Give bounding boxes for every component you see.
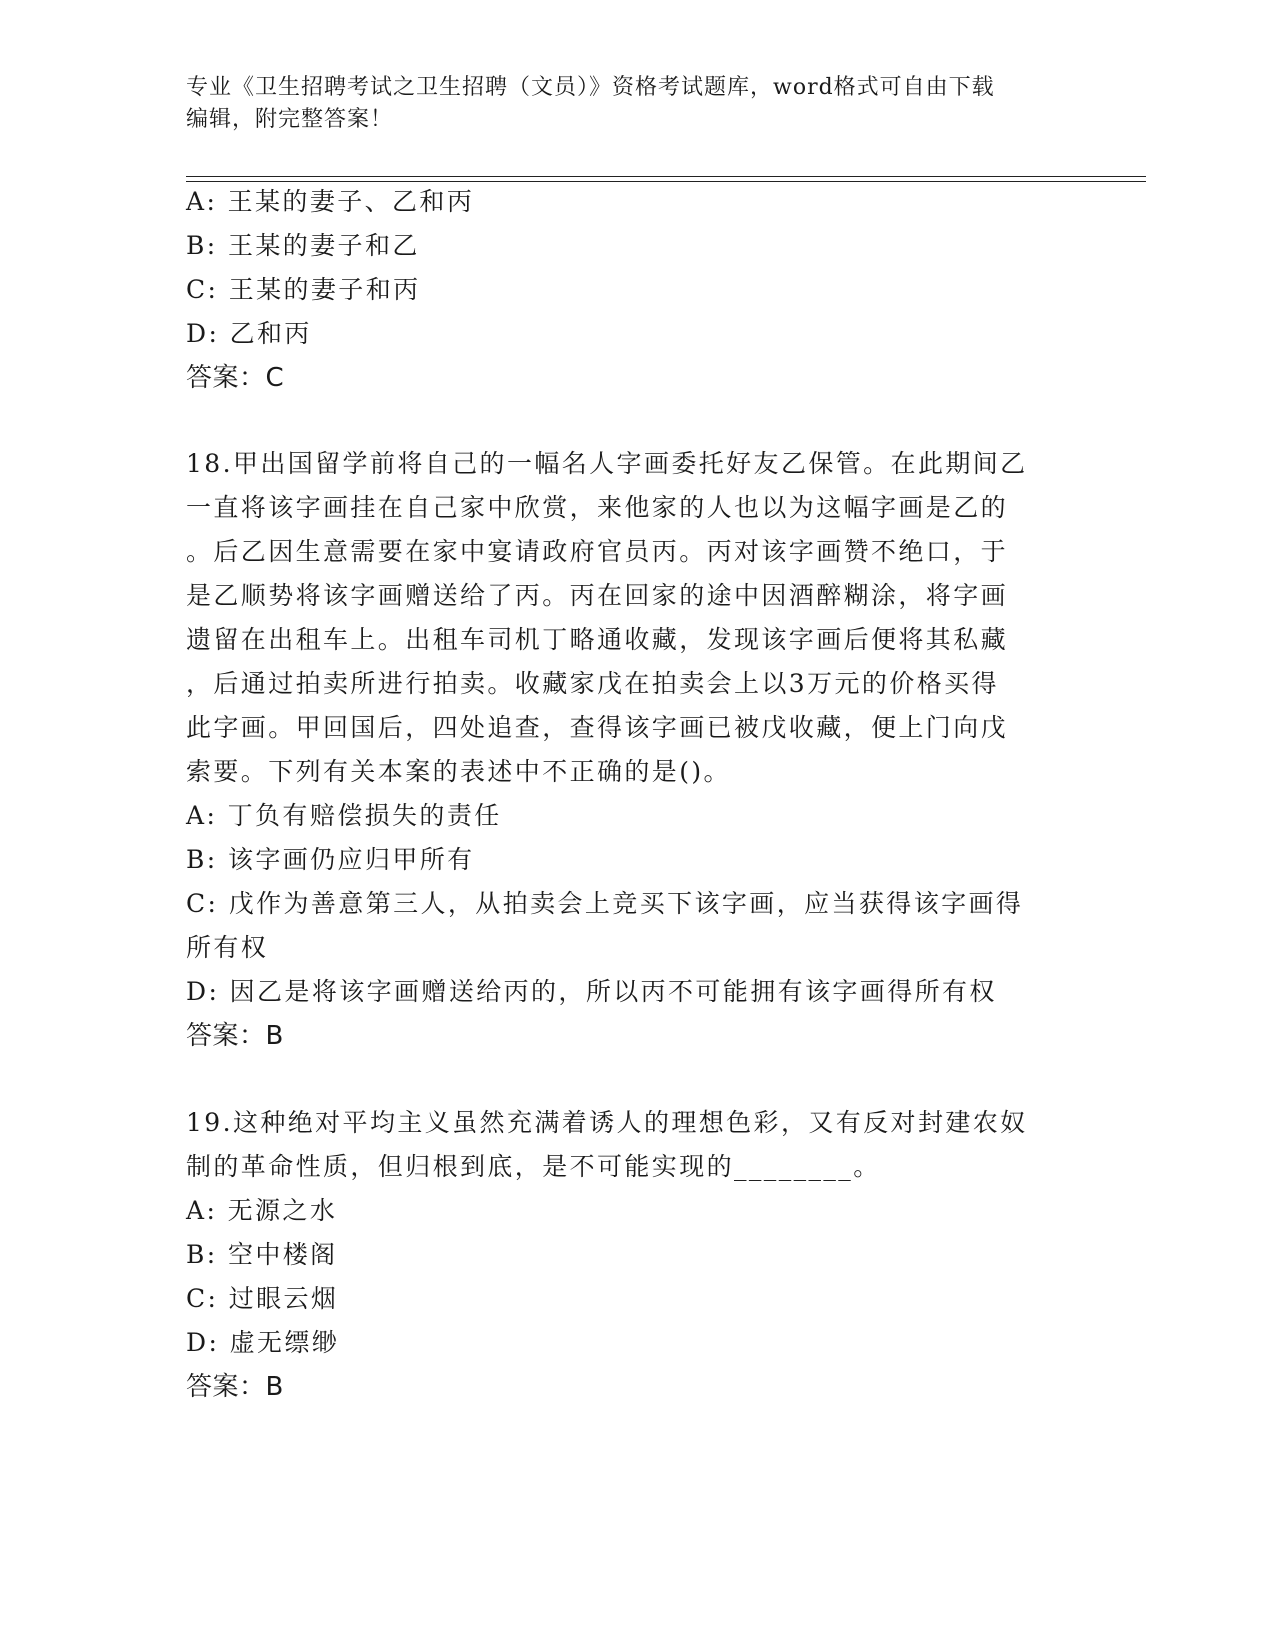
q18-stem-line: ，后通过拍卖所进行拍卖。收藏家戊在拍卖会上以3万元的价格买得 (186, 669, 999, 698)
q18-option-b: B: 该字画仍应归甲所有 (186, 845, 475, 874)
q17-answer: 答案：C (186, 363, 285, 393)
q19-option-a: A: 无源之水 (186, 1196, 338, 1225)
q19-stem-line: 19.这种绝对平均主义虽然充满着诱人的理想色彩，又有反对封建农奴 (186, 1108, 1028, 1137)
q18-stem-line: 此字画。甲回国后，四处追查，查得该字画已被戊收藏，便上门向戊 (186, 713, 1009, 742)
q17-option-c: C: 王某的妻子和丙 (186, 275, 421, 304)
q19-stem-line: 制的革命性质，但归根到底，是不可能实现的________。 (186, 1152, 881, 1181)
q19-answer: 答案：B (186, 1372, 284, 1402)
q17-option-b: B: 王某的妻子和乙 (186, 231, 420, 260)
header-divider-bottom (186, 181, 1146, 182)
q18-stem-line: 是乙顺势将该字画赠送给了丙。丙在回家的途中因酒醉糊涂，将字画 (186, 581, 1009, 610)
q19-option-c: C: 过眼云烟 (186, 1284, 339, 1313)
q19-option-d: D: 虚无缥缈 (186, 1328, 340, 1357)
q18-option-a: A: 丁负有赔偿损失的责任 (186, 801, 502, 830)
header-divider-top (186, 176, 1146, 177)
q18-stem-line: 一直将该字画挂在自己家中欣赏，来他家的人也以为这幅字画是乙的 (186, 493, 1009, 522)
q18-answer: 答案：B (186, 1021, 284, 1051)
q17-option-a: A: 王某的妻子、乙和丙 (186, 187, 475, 216)
q18-option-c: C: 戊作为善意第三人，从拍卖会上竞买下该字画，应当获得该字画得 (186, 889, 1024, 918)
q17-option-d: D: 乙和丙 (186, 319, 312, 348)
q19-option-b: B: 空中楼阁 (186, 1240, 338, 1269)
q18-stem-line: 。后乙因生意需要在家中宴请政府官员丙。丙对该字画赞不绝口，于 (186, 537, 1009, 566)
q18-stem-line: 遗留在出租车上。出租车司机丁略通收藏，发现该字画后便将其私藏 (186, 625, 1009, 654)
q18-option-d: D: 因乙是将该字画赠送给丙的，所以丙不可能拥有该字画得所有权 (186, 977, 997, 1006)
document-header: 专业《卫生招聘考试之卫生招聘（文员）》资格考试题库，word格式可自由下载 编辑，附完整答案！ (186, 75, 995, 132)
q18-option-c-continued: 所有权 (186, 933, 269, 962)
q18-stem-line: 索要。下列有关本案的表述中不正确的是()。 (186, 757, 731, 786)
q18-stem-line: 18.甲出国留学前将自己的一幅名人字画委托好友乙保管。在此期间乙 (186, 449, 1028, 478)
